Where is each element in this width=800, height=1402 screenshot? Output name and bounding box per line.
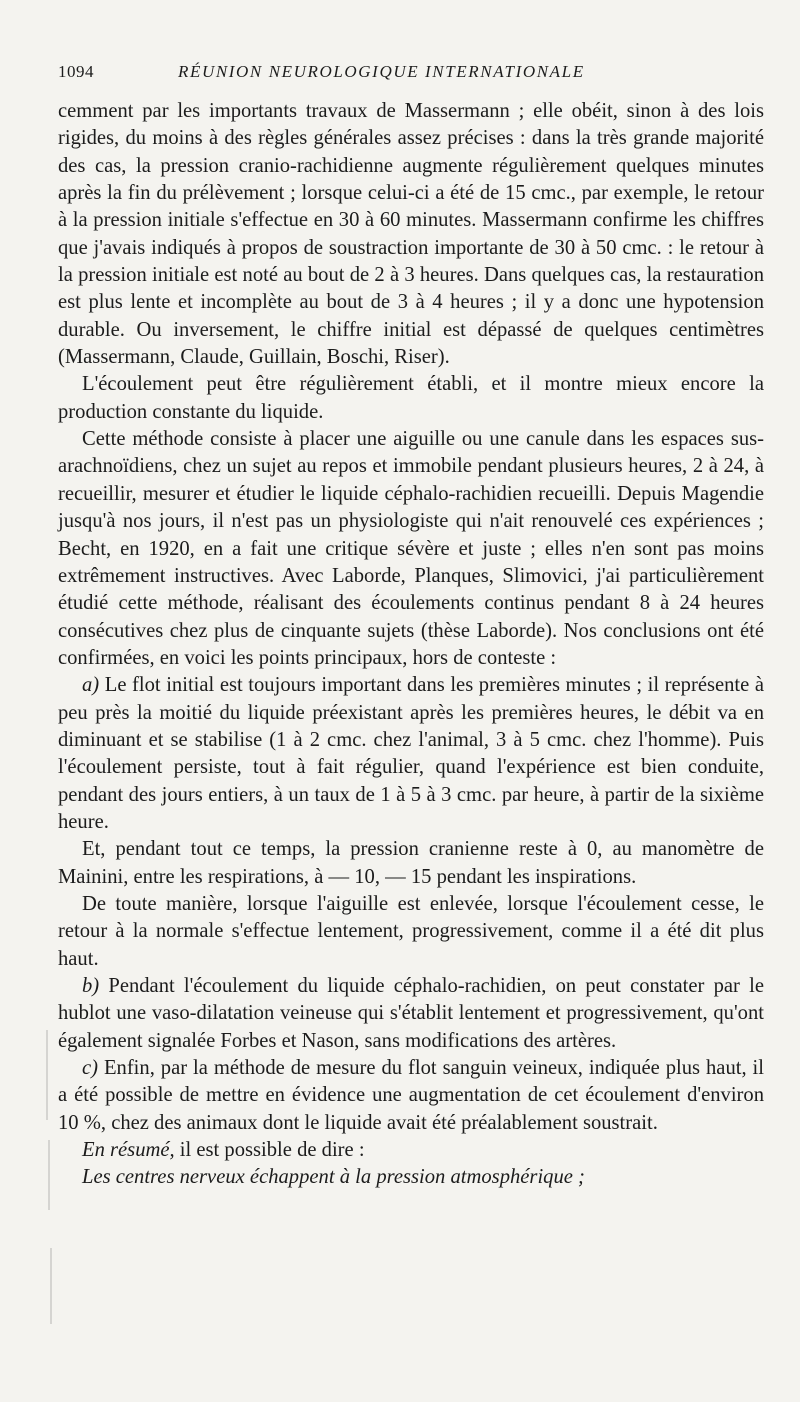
paragraph-flow-established: L'écoulement peut être régulièrement établi, et il montre mieux encore la production constante du liquide. [58, 373, 764, 423]
summary-lead: En résumé, [82, 1139, 175, 1162]
paragraph-point-b [58, 973, 764, 1055]
point-c-text: Enfin, par la méthode de mesure du flot sanguin veineux, indiquée plus haut, il a été possible de mettre en évidence une augmentation de cet écoulement d'environ 10 %, chez des animaux dont le liquide avait été préalablement soustrait. [58, 1057, 764, 1134]
running-title: RÉUNION NEUROLOGIQUE INTERNATIONALE [178, 62, 585, 81]
margin-pencil-mark [46, 1030, 48, 1120]
point-a-label: a) [82, 674, 100, 697]
point-c-label: c) [82, 1057, 98, 1080]
page-header [58, 62, 764, 88]
paragraph-summary [58, 1137, 764, 1164]
paragraph-cranial-pressure: Et, pendant tout ce temps, la pression cranienne reste à 0, au manomètre de Mainini, entre les respirations, à — 10, — 15 pendant les inspirations. [58, 838, 764, 888]
paragraph-needle-removed: De toute manière, lorsque l'aiguille est enlevée, lorsque l'écoulement cesse, le retour à la normale s'effectue lentement, progressivement, comme il a été dit plus haut. [58, 892, 764, 970]
point-a-text: Le flot initial est toujours important dans les premières minutes ; il représente à peu près la moitié du liquide préexistant après les premières heures, le débit va en diminuant et se stabilise (1 à 2 cmc. chez l'animal, 3 à 5 cmc. chez l'homme). Puis l'écoulement persiste, tout à fait régulier, quand l'expérience est bien conduite, pendant des jours entiers, à un taux de 1 à 5 à 3 cmc. par heure, à partir de la sixième heure. [58, 674, 764, 833]
page-number: 1094 [58, 62, 94, 81]
body-text [58, 98, 764, 1192]
margin-pencil-mark [48, 1140, 50, 1210]
margin-pencil-mark [50, 1248, 52, 1324]
paragraph-pressure-restoration: cemment par les importants travaux de Massermann ; elle obéit, sinon à des lois rigides, du moins à des règles générales assez précises : dans la très grande majorité des cas, la pression cranio-rachidienne augmente régulièrement quelques minutes après la fin du prélèvement ; lorsque celui-ci a été de 15 cmc., par exemple, le retour à la pression initiale s'effectue en 30 à 60 minutes. Massermann confirme les chiffres que j'avais indiqués à propos de soustraction importante de 30 à 50 cmc. : le retour à la pression initiale est noté au bout de 2 à 3 heures. Dans quelques cas, la restauration est plus lente et incomplète au bout de 3 à 4 heures ; il y a donc une hypotension durable. Ou inversement, le chiffre initial est dépassé de quelques centimètres (Massermann, Claude, Guillain, Boschi, Riser). [58, 100, 764, 369]
paragraph-point-c [58, 1055, 764, 1137]
paragraph-point-a [58, 672, 764, 836]
point-b-label: b) [82, 975, 100, 997]
point-b-text: Pendant l'écoulement du liquide céphalo-rachidien, on peut constater par le hublot une vaso-dilatation veineuse qui s'établit lentement et progressivement, qu'ont également signalée Forbes et Nason, sans modifications des artères. [58, 975, 764, 1052]
paragraph-method: Cette méthode consiste à placer une aiguille ou une canule dans les espaces sus-arachnoïdiens, chez un sujet au repos et immobile pendant plusieurs heures, 2 à 24, à recueillir, mesurer et étudier le liquide céphalo-rachidien recueilli. Depuis Magendie jusqu'à nos jours, il n'est pas un physiologiste qui n'ait renouvelé ces expériences ; Becht, en 1920, en a fait une critique sévère et juste ; elles n'en sont pas moins extrêmement instructives. Avec Laborde, Planques, Slimovici, j'ai particulièrement étudié cette méthode, réalisant des écoulements continus pendant 8 à 24 heures consécutives chez plus de cinquante sujets (thèse Laborde). Nos conclusions ont été confirmées, en voici les points principaux, hors de conteste : [58, 428, 764, 669]
summary-text: il est possible de dire : [174, 1139, 365, 1162]
paragraph-conclusion: Les centres nerveux échappent à la pression atmosphérique ; [82, 1166, 585, 1189]
